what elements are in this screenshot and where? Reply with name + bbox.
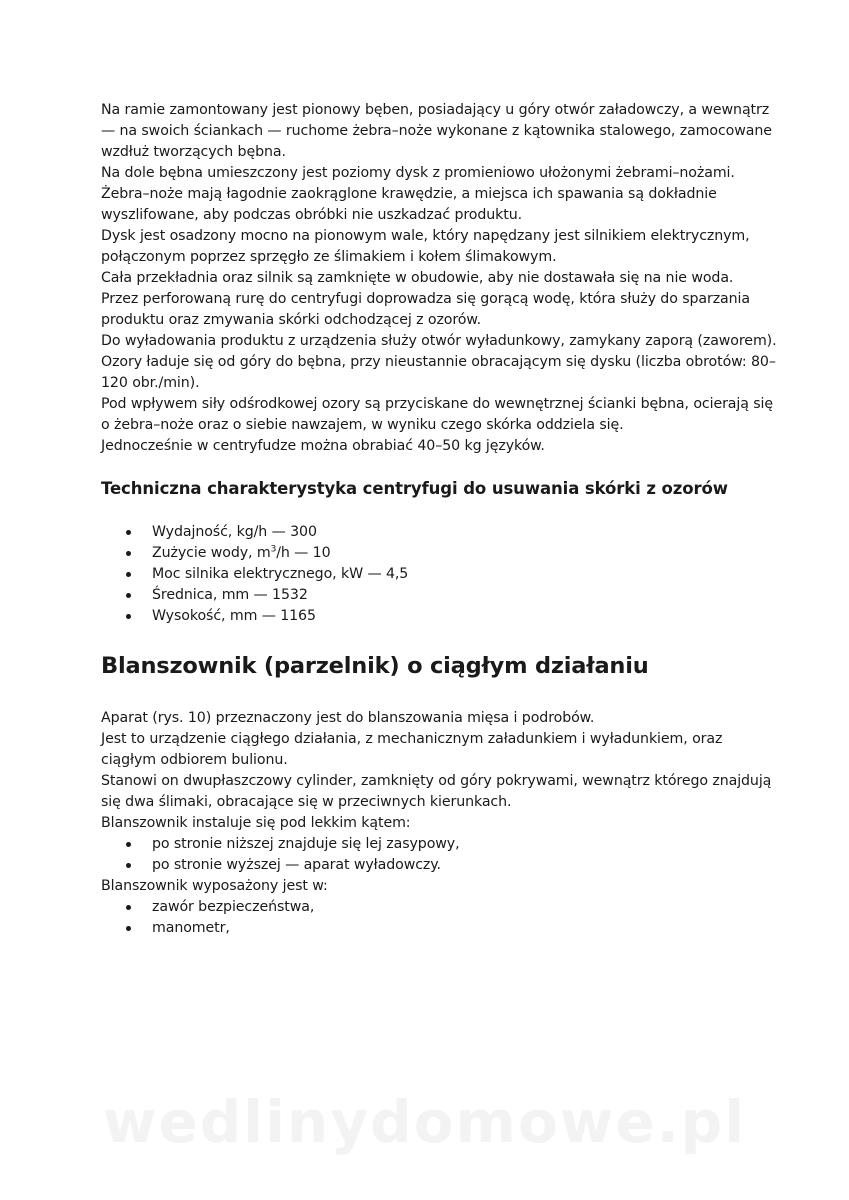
equipment-item: zawór bezpieczeństwa, (101, 897, 781, 918)
watermark: wedlinydomowe.pl (102, 1088, 747, 1156)
blanch-paragraph: Stanowi on dwupłaszczowy cylinder, zamknięty od góry pokrywami, wewnątrz którego znajdują się dwa ślimaki, obracające się w przeciwnych kierunkach. (101, 773, 772, 810)
equipment-list (101, 897, 781, 939)
intro-paragraph: Przez perforowaną rurę do centryfugi doprowadza się gorącą wodę, która służy do sparzania produktu oraz zmywania skórki odchodzącej z ozorów. (101, 291, 750, 328)
spec-item: Moc silnika elektrycznego, kW — 4,5 (101, 564, 781, 585)
spec-item-text: Zużycie wody, m (152, 545, 271, 561)
intro-paragraph: Na ramie zamontowany jest pionowy bęben, posiadający u góry otwór załadowczy, a wewnątrz — na swoich ściankach — ruchome żebra–noże wykonane z kątownika stalowego, zamocowane wzdłuż tworzących bębna. (101, 102, 772, 160)
angle-item: po stronie wyższej — aparat wyładowczy. (101, 855, 781, 876)
spec-item-text: /h — 10 (276, 545, 331, 561)
angle-list (101, 834, 781, 876)
intro-paragraph: Pod wpływem siły odśrodkowej ozory są przyciskane do wewnętrznej ścianki bębna, ocierają się o żebra–noże oraz o siebie nawzajem, w wyniku czego skórka oddziela się. (101, 396, 774, 433)
angle-item: po stronie niższej znajduje się lej zasypowy, (101, 834, 781, 855)
spec-list (101, 522, 781, 627)
equipment-item: manometr, (101, 918, 781, 939)
intro-paragraph: Cała przekładnia oraz silnik są zamknięte w obudowie, aby nie dostawała się na nie woda. (101, 270, 734, 286)
document-body (101, 100, 781, 939)
spec-item-superscript: 3 (270, 544, 277, 555)
intro-paragraph: Na dole bębna umieszczony jest poziomy dysk z promieniowo ułożonymi żebrami–nożami. (101, 165, 735, 181)
blanch-heading: Blanszownik (parzelnik) o ciągłym działaniu (101, 653, 649, 679)
intro-paragraph: Do wyładowania produktu z urządzenia służy otwór wyładunkowy, zamykany zaporą (zaworem). (101, 333, 777, 349)
blanch-paragraph: Aparat (rys. 10) przeznaczony jest do blanszowania mięsa i podrobów. (101, 710, 595, 726)
spec-item: Wydajność, kg/h — 300 (101, 522, 781, 543)
spec-item (101, 543, 781, 564)
intro-paragraph: Ozory ładuje się od góry do bębna, przy nieustannie obracającym się dysku (liczba obrotów: 80–120 obr./min). (101, 354, 776, 391)
intro-paragraph: Jednocześnie w centryfudze można obrabiać 40–50 kg języków. (101, 438, 545, 454)
equipment-intro: Blanszownik wyposażony jest w: (101, 878, 328, 894)
spec-item: Wysokość, mm — 1165 (101, 606, 781, 627)
blanch-paragraph: Blanszownik instaluje się pod lekkim kątem: (101, 815, 411, 831)
spec-item: Średnica, mm — 1532 (101, 585, 781, 606)
blanch-paragraph: Jest to urządzenie ciągłego działania, z mechanicznym załadunkiem i wyładunkiem, oraz ciągłym odbiorem bulionu. (101, 731, 723, 768)
intro-paragraph: Dysk jest osadzony mocno na pionowym wale, który napędzany jest silnikiem elektrycznym, połączonym poprzez sprzęgło ze ślimakiem i kołem ślimakowym. (101, 228, 750, 265)
spec-heading: Techniczna charakterystyka centryfugi do usuwania skórki z ozorów (101, 479, 728, 498)
intro-paragraph: Żebra–noże mają łagodnie zaokrąglone krawędzie, a miejsca ich spawania są dokładnie wyszlifowane, aby podczas obróbki nie uszkadzać produktu. (101, 186, 717, 223)
